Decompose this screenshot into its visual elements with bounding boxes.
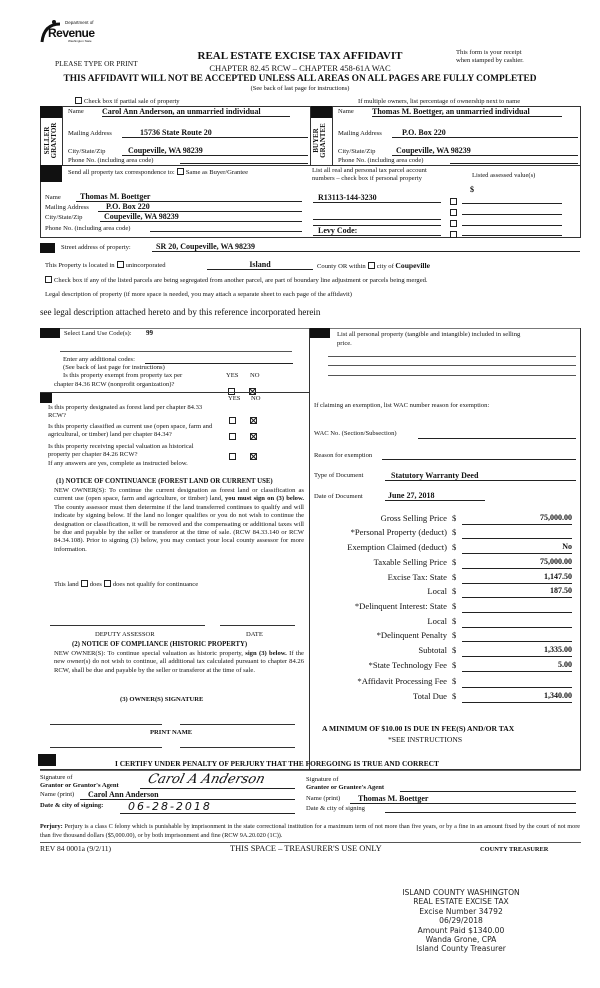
exemption-reason-field[interactable] (382, 451, 576, 460)
notice-continuance-body: NEW OWNER(S): To continue the current designation as forest land or classification as current use (open space, farm and agriculture, or timber) land, you must sign on (3) below. The county assessor must then determine if the land transferred continues to qualify and will indicate by signing below. If the land no longer qualifies or you do not wish to continue the designation or classification, it will be removed and the compensating or additional taxes will be due and payable by the seller or transferor at the time of sale. (RCW 84.33.140 or RCW 84.34.108). Prior to signing (3) below, you may contact your local county assessor for more information. (54, 487, 304, 553)
fee-label: Total Due (412, 691, 447, 701)
grantee-name-label: Name (print) (306, 795, 341, 802)
document-type-label: Type of Document (314, 472, 364, 479)
assessed-values[interactable] (462, 194, 562, 236)
dollar-sign: $ (452, 616, 457, 626)
section-2-marker (310, 106, 332, 118)
fee-row (322, 513, 572, 527)
form-chapter: CHAPTER 82.45 RCW – CHAPTER 458-61A WAC (209, 63, 391, 73)
buyer-city-label: City/State/Zip (338, 148, 376, 155)
fee-amount-field[interactable] (462, 527, 572, 539)
completion-warning: THIS AFFIDAVIT WILL NOT BE ACCEPTED UNLESS ALL AREAS ON ALL PAGES ARE FULLY COMPLETED (63, 74, 537, 84)
segregated-checkbox[interactable] (45, 276, 52, 283)
buyer-name-field[interactable]: Thomas M. Boettger, an unmarried individual (372, 107, 562, 117)
notice-compliance-body: NEW OWNER(S): To continue special valuation as historic property, sign (3) below. If the new owner(s) do not wish to continue, all additional tax calculated pursuant to chapter 84.26 RCW, shall be due and payable by the seller or transferor at the time of sale. (54, 650, 304, 674)
grantor-role-label: Grantor or Grantor's Agent (40, 782, 119, 789)
fee-label: Exemption Claimed (deduct) (347, 542, 447, 552)
receipt-note: This form is your receipt (456, 49, 522, 56)
unincorporated-checkbox[interactable] (117, 261, 124, 268)
fee-amount-field[interactable]: 1,147.50 (462, 572, 572, 584)
section-5-marker (40, 328, 60, 338)
dollar-sign: $ (452, 513, 457, 523)
grantee-role-label: Grantee or Grantee's Agent (306, 784, 385, 791)
parcel-number-1[interactable]: R13113-144-3230 (313, 193, 441, 203)
fee-label: *Delinquent Penalty (376, 630, 447, 640)
does-not-checkbox[interactable] (104, 580, 111, 587)
corr-name-label: Name (45, 194, 61, 201)
treasurer-receipt-stamp: ISLAND COUNTY WASHINGTON REAL ESTATE EXCISE TAX Excise Number 34792 06/29/2018 Amount Paid $1340.00 Wanda Grone, CPA Island County Treasurer (402, 888, 520, 954)
grantor-date-label: Date & city of signing: (40, 802, 104, 809)
fee-label: *Affidavit Processing Fee (357, 676, 447, 686)
partial-sale-checkbox-row[interactable] (73, 97, 180, 105)
corr-city-field[interactable]: Coupeville, WA 98239 (100, 212, 302, 222)
personal-property-label: List all personal property (tangible and intangible) included in selling (337, 331, 521, 338)
dollar-sign: $ (452, 601, 457, 611)
fee-label: Excise Tax: State (387, 572, 447, 582)
grantor-handwritten-signature: Carol A Anderson (146, 772, 267, 787)
wac-label: WAC No. (Section/Subsection) (314, 430, 397, 437)
fee-amount-field[interactable] (462, 616, 572, 628)
section-7-marker (40, 393, 52, 403)
historic-checkboxes[interactable] (227, 446, 259, 464)
logo-state-text: Washington State (68, 39, 92, 43)
fee-label: Gross Selling Price (380, 513, 447, 523)
seller-city-label: City/State/Zip (68, 148, 106, 155)
wac-field[interactable] (418, 430, 576, 439)
levy-code-label: Levy Code: (313, 226, 441, 236)
deputy-assessor-label: DEPUTY ASSESSOR (95, 631, 155, 638)
grantor-name-field[interactable]: Carol Ann Anderson (80, 790, 295, 800)
fee-label: Local (427, 616, 447, 626)
city-checkbox[interactable] (368, 262, 375, 269)
no-header-2: NO (251, 395, 261, 402)
minimum-fee-note: A MINIMUM OF $10.00 IS DUE IN FEE(S) AND/OR TAX (322, 724, 515, 733)
does-checkbox[interactable] (81, 580, 88, 587)
grantee-name-field[interactable]: Thomas M. Boettger (350, 794, 576, 804)
seller-name-label: Name (68, 108, 84, 115)
document-date-label: Date of Document (314, 493, 363, 500)
fee-amount-field[interactable]: 75,000.00 (462, 513, 572, 525)
continuance-row: This land does does not qualify for continuance (54, 581, 199, 588)
fee-label: Subtotal (418, 645, 447, 655)
dollar-sign: $ (452, 557, 457, 567)
county-field[interactable]: Island (207, 260, 313, 270)
fee-row (322, 586, 572, 600)
document-type-field[interactable]: Statutory Warranty Deed (385, 471, 576, 481)
fee-amount-field[interactable] (462, 630, 572, 642)
treasurer-use-label: THIS SPACE – TREASURER'S USE ONLY (230, 844, 382, 853)
fee-amount-field[interactable] (462, 601, 572, 613)
buyer-city-field[interactable]: Coupeville, WA 98239 (392, 146, 578, 156)
instructions-note: (See back of last page for instructions) (250, 85, 350, 92)
grantee-date-label: Date & city of signing (306, 805, 365, 812)
grantee-date-field[interactable] (385, 804, 576, 813)
section-6-marker (310, 328, 330, 338)
fee-row (322, 572, 572, 586)
correspondence-row: Send all property tax correspondence to: Same as Buyer/Grantee (68, 169, 249, 176)
additional-codes-label: Enter any additional codes: (63, 356, 135, 363)
street-label: Street address of property: (61, 244, 131, 251)
see-instructions-note: *SEE INSTRUCTIONS (388, 735, 463, 744)
fee-row (322, 527, 572, 541)
exemption-reason-label: Reason for exemption (314, 452, 373, 459)
fee-label: *Delinquent Interest: State (354, 601, 447, 611)
fee-row (322, 630, 572, 644)
buyer-side-label: BUYER GRANTEE (312, 123, 327, 158)
land-use-code[interactable]: 99 (146, 329, 153, 337)
assessed-value-label: Listed assessed value(s) (472, 172, 536, 179)
notice-continuance-title: (1) NOTICE OF CONTINUANCE (FOREST LAND OR CURRENT USE) (56, 478, 273, 485)
corr-mailing-label: Mailing Address (45, 204, 89, 211)
grantor-name-label: Name (print) (40, 791, 75, 798)
perjury-notice: Perjury: Perjury is a class C felony which is punishable by imprisonment in the state correctional institution for a maximum term of not more than five years, or by a fine in an amount fixed by the court of not more than five thousand dollars ($5,000.00), or by both imprisonment and fine (RCW 9A.20.020 (1C)). (40, 823, 580, 839)
historic-question: Is this property receiving special valuation as historical (48, 443, 194, 450)
dollar-sign: $ (452, 660, 457, 670)
dollar-sign: $ (452, 542, 457, 552)
fee-label: *Personal Property (deduct) (350, 527, 447, 537)
fee-amount-field[interactable] (462, 676, 572, 688)
exempt-question: Is this property exempt from property tax per (63, 372, 183, 379)
fee-amount-field[interactable]: 5.00 (462, 660, 572, 672)
if-yes-note: If any answers are yes, complete as instructed below. (48, 460, 188, 467)
fee-amount-field[interactable]: No (462, 542, 572, 554)
yes-header: YES (226, 372, 239, 379)
land-use-label: Select Land Use Code(s): (64, 330, 132, 337)
forest-land-question-2: RCW? (48, 412, 66, 419)
corr-name-field[interactable]: Thomas M. Boettger (76, 192, 302, 202)
form-title: REAL ESTATE EXCISE TAX AFFIDAVIT (197, 50, 403, 62)
seller-phone-label: Phone No. (including area code) (68, 157, 154, 164)
fee-row (322, 691, 572, 705)
grantor-date-field[interactable]: 06-28-2018 (120, 801, 295, 814)
seller-side-label: SELLER GRANTOR (43, 122, 58, 159)
seller-name-field[interactable]: Carol Ann Anderson, an unmarried individual (102, 107, 290, 117)
grantor-signature-of: Signature of (40, 774, 73, 781)
multiple-owners-note: If multiple owners, list percentage of ownership next to name (358, 98, 521, 105)
fee-row (322, 542, 572, 556)
buyer-mailing-field[interactable]: P.O. Box 220 (392, 128, 578, 138)
fee-amount-field[interactable]: 1,340.00 (462, 691, 572, 703)
section-8-marker (38, 754, 56, 766)
corr-city-label: City/State/Zip (45, 214, 83, 221)
fee-amount-field[interactable]: 1,335.00 (462, 645, 572, 657)
certification-statement: I CERTIFY UNDER PENALTY OF PERJURY THAT THE FOREGOING IS TRUE AND CORRECT (115, 759, 439, 768)
exemption-label: If claiming an exemption, list WAC number reason for exemption: (314, 402, 490, 409)
additional-codes-field[interactable] (145, 356, 293, 364)
dollar-sign: $ (452, 676, 457, 686)
personal-property-checkboxes[interactable] (448, 194, 459, 238)
forest-land-question: Is this property designated as forest land per chapter 84.33 (48, 404, 203, 411)
assessor-date-label: DATE (246, 631, 263, 638)
city-value: Coupeville (395, 261, 431, 270)
fee-label: Local (427, 586, 447, 596)
segregated-row: Check box if any of the listed parcels are being segregated from another parcel, are part of boundary line adjustment or parcels being merged. (43, 276, 428, 284)
county-treasurer-label: COUNTY TREASURER (480, 846, 549, 853)
dollar-sign: $ (452, 645, 457, 655)
fee-row (322, 645, 572, 659)
dollar-sign: $ (452, 586, 457, 596)
type-or-print: PLEASE TYPE OR PRINT (55, 59, 138, 68)
buyer-phone-label: Phone No. (including area code) (338, 157, 424, 164)
seller-city-field[interactable]: Coupeville, WA 98239 (122, 146, 308, 156)
personal-property-label-2: price. (337, 340, 352, 347)
current-use-question-2: agricultural, or timber) land per chapter 84.34? (48, 431, 172, 438)
logo-name-text: Revenue (48, 26, 95, 40)
dollar-sign: $ (452, 572, 457, 582)
section-3-marker (40, 165, 62, 182)
dollar-sign: $ (452, 630, 457, 640)
same-as-buyer-checkbox[interactable] (177, 168, 184, 175)
fee-label: Taxable Selling Price (373, 557, 447, 567)
parcels-label: List all real and personal tax parcel account (312, 167, 427, 174)
buyer-name-label: Name (338, 108, 354, 115)
fee-amount-field[interactable]: 75,000.00 (462, 557, 572, 569)
fee-row (322, 616, 572, 630)
fee-label: *State Technology Fee (368, 660, 447, 670)
parcel-number-2[interactable] (313, 212, 441, 220)
notice-compliance-title: (2) NOTICE OF COMPLIANCE (HISTORIC PROPERTY) (72, 641, 248, 648)
see-back-note: (See back of last page for instructions) (63, 364, 165, 371)
parcels-label-2: numbers – check box if personal property (312, 175, 422, 182)
located-row: This Property is located in unincorporated (45, 262, 166, 269)
street-address-field[interactable]: SR 20, Coupeville, WA 98239 (152, 242, 580, 252)
grantee-signature-of: Signature of (306, 776, 339, 783)
logo-dept-text: Department of (65, 20, 94, 25)
grantee-signature-field[interactable] (400, 784, 576, 792)
legal-description-label: Legal description of property (if more space is needed, you may attach a separate sheet to each page of the affidavit) (45, 291, 352, 298)
fee-row (322, 660, 572, 674)
section-4-marker (40, 243, 55, 253)
section-1-marker (40, 106, 62, 118)
fee-amount-field[interactable]: 187.50 (462, 586, 572, 598)
print-name-label: PRINT NAME (150, 729, 193, 736)
seller-mailing-field[interactable]: 15736 State Route 20 (122, 128, 308, 138)
assessed-dollar-sign: $ (470, 185, 474, 194)
buyer-mailing-label: Mailing Address (338, 130, 382, 137)
dollar-sign: $ (452, 527, 457, 537)
corr-phone-label: Phone No. (including area code) (45, 225, 131, 232)
owner-signature-label: (3) OWNER(S) SIGNATURE (120, 696, 204, 703)
fee-row (322, 557, 572, 571)
yes-header-2: YES (228, 395, 241, 402)
dollar-sign: $ (452, 691, 457, 701)
partial-sale-checkbox[interactable] (75, 97, 82, 104)
buyer-phone-field[interactable] (450, 156, 578, 164)
fee-row (322, 676, 572, 690)
city-row: County OR within city of Coupeville (317, 261, 431, 270)
dor-logo (38, 18, 98, 44)
seller-phone-field[interactable] (180, 156, 308, 164)
fee-row (322, 601, 572, 615)
form-revision: REV 84 0001a (9/2/11) (40, 844, 112, 853)
no-header: NO (250, 372, 260, 379)
legal-description-field[interactable]: see legal description attached hereto and by this reference incorporated herein (40, 307, 321, 317)
corr-mailing-field[interactable]: P.O. Box 220 (98, 202, 302, 212)
exempt-question-2: chapter 84.36 RCW (nonprofit organization)? (54, 381, 175, 388)
current-use-question: Is this property classified as current use (open space, farm and (48, 423, 213, 430)
seller-mailing-label: Mailing Address (68, 130, 112, 137)
current-use-checkboxes[interactable] (227, 426, 259, 444)
document-date-field[interactable]: June 27, 2018 (385, 491, 485, 501)
grantor-signature-field[interactable] (140, 772, 295, 789)
receipt-note-2: when stamped by cashier. (456, 57, 524, 64)
historic-question-2: property per chapter 84.26 RCW? (48, 451, 138, 458)
corr-phone-field[interactable] (150, 224, 302, 232)
partial-sale-label: Check box if partial sale of property (84, 98, 180, 105)
